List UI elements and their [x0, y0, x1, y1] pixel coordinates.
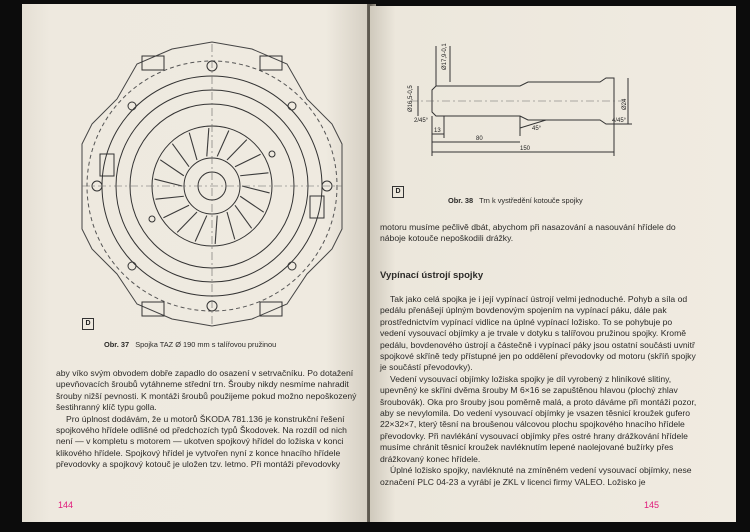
len-150: 150 [520, 146, 531, 152]
right-page [370, 6, 736, 522]
spring-finger [242, 186, 270, 193]
figure-caption-number: Obr. 37 [104, 340, 130, 349]
left-body-text [56, 368, 358, 471]
figure-badge: D [392, 186, 404, 198]
paragraph: Pro úplnost dodávám, že u motorů ŠKODA 781.136 je konstrukční řešení spojkového hřídele odlišné od předchozích typů Škodovek. Na rozdíl od nich není — v kompletu s motorem — ukotven spojkový hřídel do ložiska v konci klikového hřídele. Spojkový hřídel je vytvořen nyní z konce hnacího hřídele převodovky a spojkový kotouč je uložen tzv. letmo. Při montáži převodovky [56, 413, 347, 470]
spring-finger [240, 196, 264, 212]
spring-finger [240, 173, 268, 176]
left-page [22, 4, 367, 522]
dim-right-diameter: Ø24 [622, 98, 628, 110]
spring-finger [227, 212, 235, 239]
spring-finger [215, 216, 217, 244]
len-13: 13 [434, 128, 441, 134]
intro-text: motoru musíme pečlivě dbát, abychom při nasazování a nasouvání hřídele do náboje kotouče nepoškodili drážky. [380, 222, 676, 244]
paragraph: aby víko svým obvodem dobře zapadlo do osazení v setrvačníku. Po dotažení upevňovacích šroubů vytáhneme střední trn. Šrouby nikdy nesmíme nahradit šrouby nižší pevnosti. K montáži šroubů použijeme pokud možno nepoškozený šestihranný klíč typu golla. [56, 368, 357, 413]
angle-label: 45° [532, 126, 542, 132]
chamfer-right: 4/45° [612, 118, 627, 124]
spring-finger [235, 205, 252, 228]
spring-finger [177, 212, 197, 232]
spring-finger [172, 144, 189, 167]
dim-top-diameter: Ø17,9-0,1 [442, 43, 448, 70]
figure-caption [104, 340, 276, 349]
chamfer-left: 2/45° [414, 118, 429, 124]
spring-finger [163, 205, 189, 217]
page-number: 145 [644, 500, 660, 510]
len-80: 80 [476, 136, 483, 142]
dim-left-diameter: Ø16,5-0,5 [408, 85, 414, 112]
paragraph: Vedení vysouvací objímky ložiska spojky je díl vyrobený z hliníkové slitiny, upevněný ke skříni dvěma šrouby M 6×16 se zapuštěnou hlavou (plochý zhlav šroubovák). Oka pro šrouby jsou poměrně malá, a proto dáváme při montáži pozor, aby se nevylomila. Do vedení vysouvací objímky je vsazen těsnicí kroužek gufero 22×32×7, který těsní na broušenou válcovou plochu spojkového hnacího hřídele převodovky. Při navlékání vysouvací objímky přes ostré hrany drážkování hřídele musíme chránit těsnicí kroužek navléknutím lepené naolejované bužírky přes drážkovaný konec hřídele. [380, 373, 697, 464]
paragraph: Úplné ložisko spojky, navléknuté na zmíněném vedení vysouvací objímky, nese označení PLC 04-23 a vyrábí je ZKL v licenci firmy VALEO. Ložisko je [380, 465, 692, 487]
figure-badge: D [82, 318, 94, 330]
spring-finger [235, 154, 261, 166]
right-body-text [380, 294, 700, 488]
spring-finger [207, 128, 209, 156]
spring-finger [227, 140, 247, 160]
mandrel-drawing [370, 6, 736, 176]
spring-finger [189, 133, 197, 160]
spring-finger [154, 179, 182, 186]
figure-caption-text: Spojka TAZ Ø 190 mm s talířovou pružinou [135, 340, 277, 349]
spring-finger [217, 130, 229, 156]
clutch-drawing [22, 4, 367, 334]
spring-finger [195, 216, 207, 242]
spring-finger [156, 196, 184, 199]
paragraph: Tak jako celá spojka je i její vypínací ústrojí velmi jednoduché. Pohyb a síla od pedálu přenášejí úplným bovdenovým spojením na vypínací páku, dále pak prostřednictvím vypínací vidlice na úplné vypínací ložisko. To se pohybuje po vedení vysouvací objímky a je trvale v dotyku s talířovou pružinou spojky. Kromě pedálu, bovdenového ústrojí a částečně i vypínací páky jsou ostatní součásti uvnitř spojkové skříně tedy přístupné jen po oddělení převodovky od motoru (skříň spojky je součástí převodovky). [380, 294, 696, 373]
figure-caption [448, 196, 583, 205]
figure-caption-text: Trn k vystředění kotouče spojky [479, 196, 583, 205]
spring-finger [160, 160, 184, 176]
figure-caption-number: Obr. 38 [448, 196, 474, 205]
page-number: 144 [58, 500, 74, 510]
section-heading: Vypínací ústrojí spojky [380, 270, 484, 281]
